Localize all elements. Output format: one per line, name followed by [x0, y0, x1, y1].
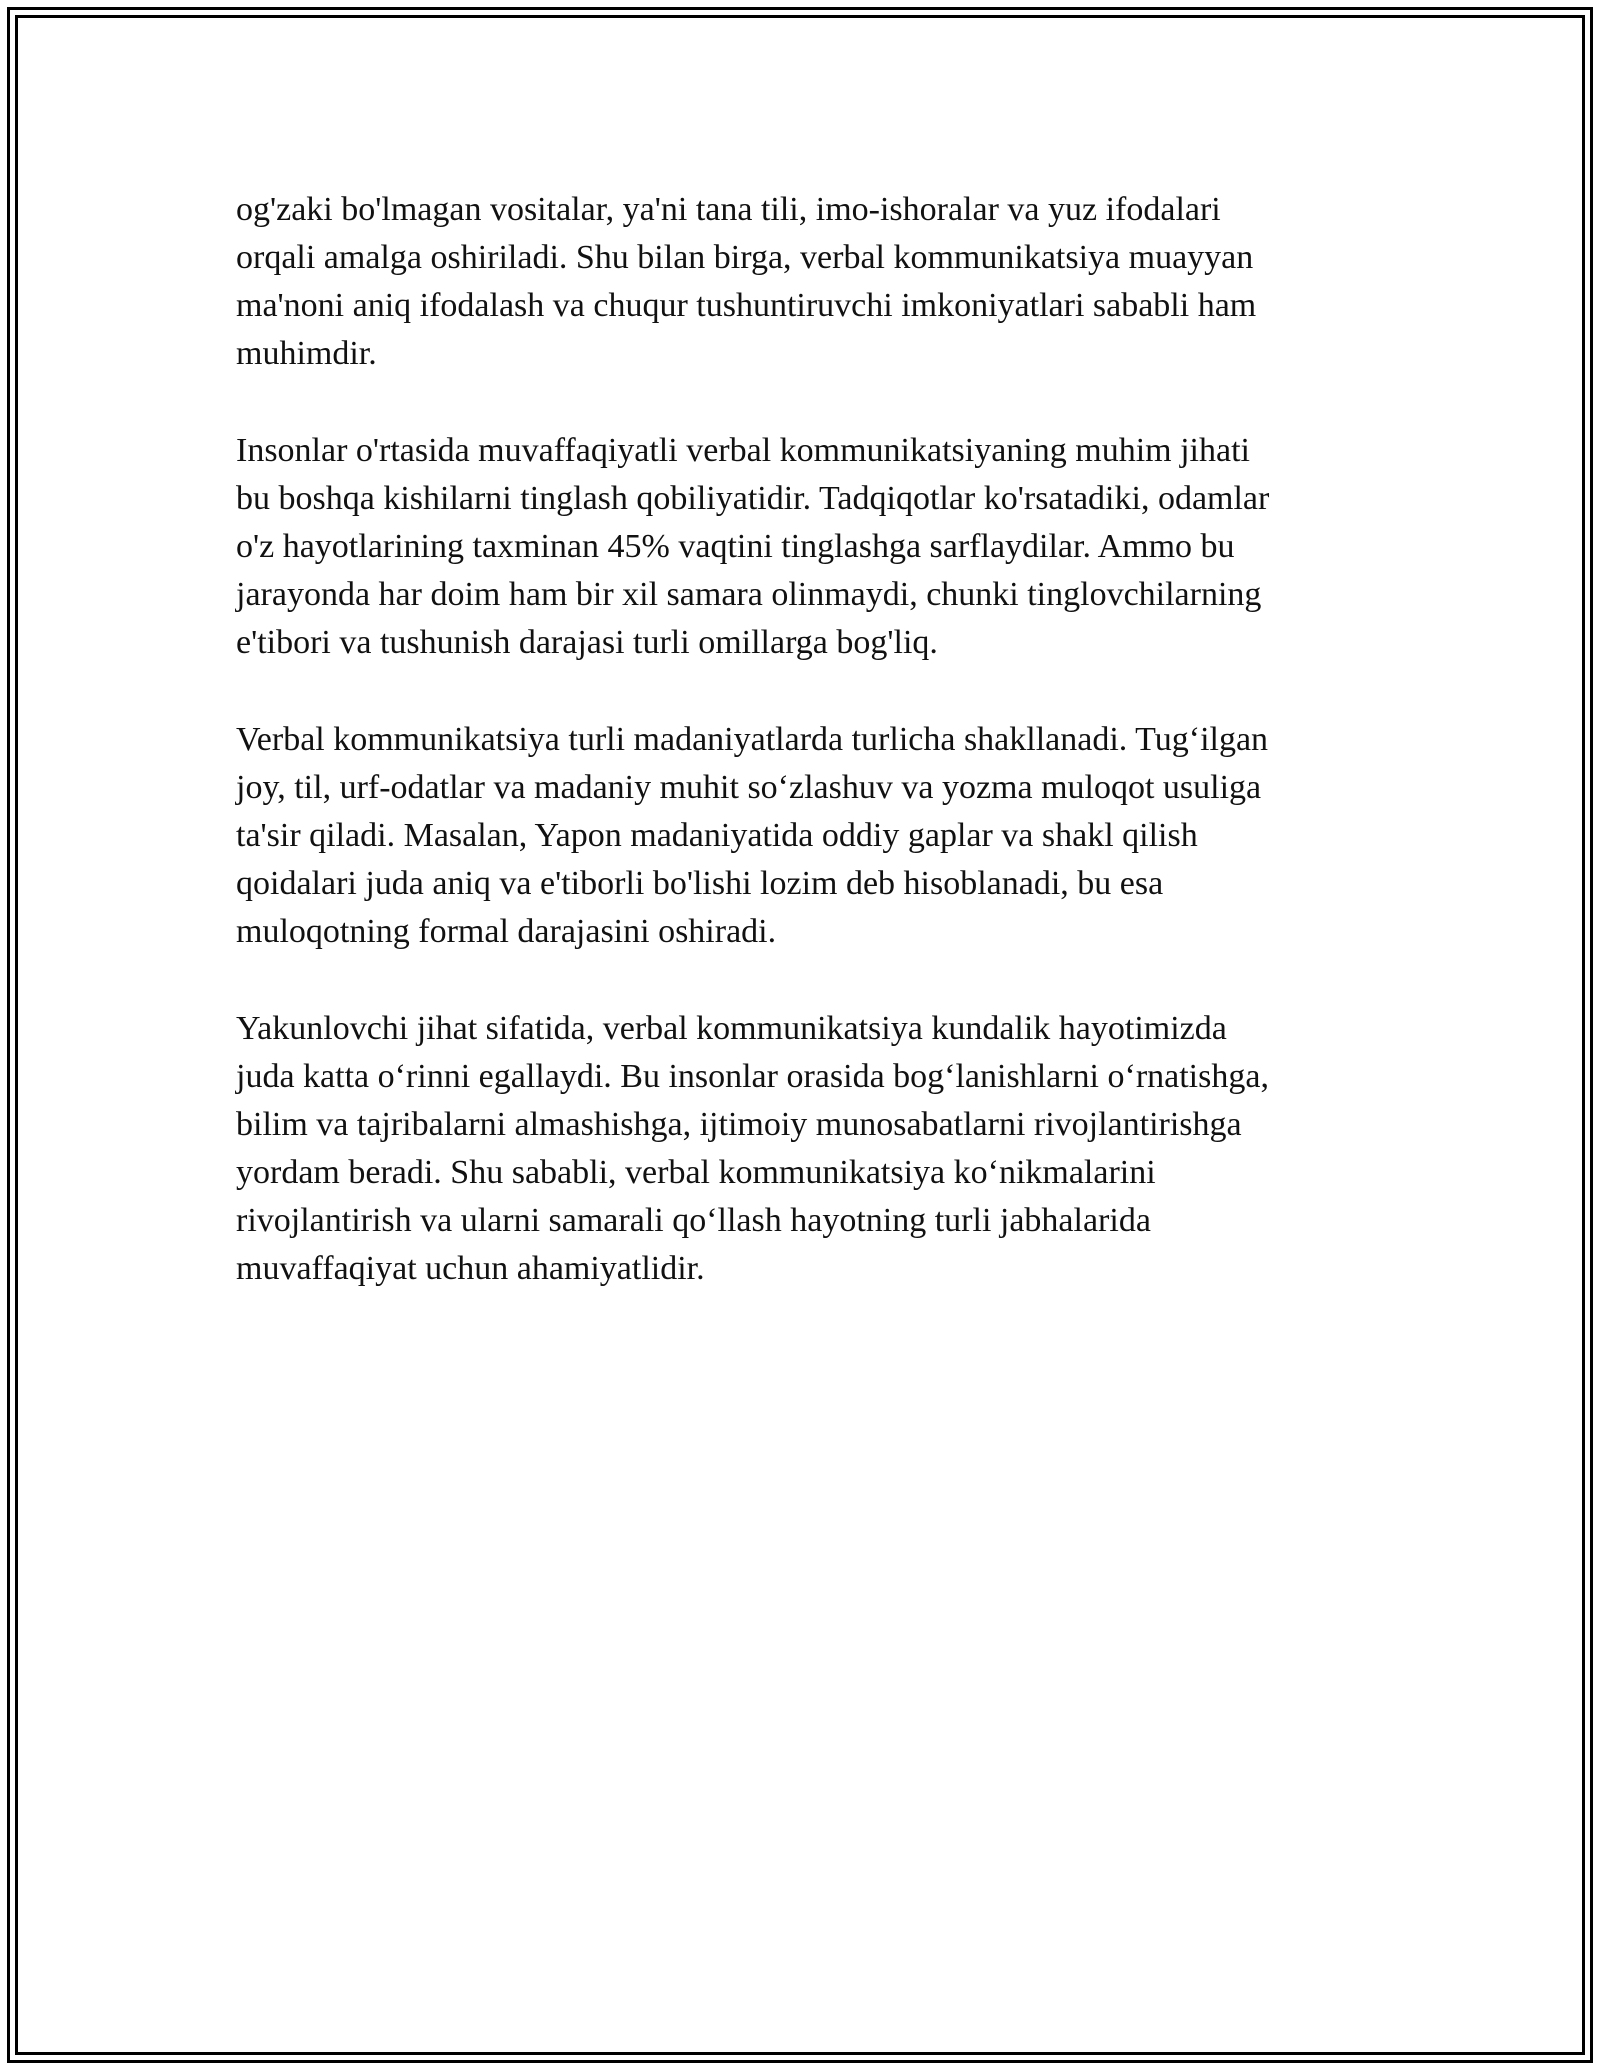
text-line: orqali amalga oshiriladi. Shu bilan birga, verbal kommunikatsiya muayyan: [236, 239, 1254, 276]
text-line: yordam beradi. Shu sababli, verbal kommunikatsiya ko‘nikmalarini: [236, 1154, 1156, 1191]
text-line: muvaffaqiyat uchun ahamiyatlidir.: [236, 1250, 705, 1287]
text-line: bu boshqa kishilarni tinglash qobiliyatidir. Tadqiqotlar ko'rsatadiki, odamlar: [236, 480, 1270, 517]
text-line: rivojlantirish va ularni samarali qo‘llash hayotning turli jabhalarida: [236, 1202, 1151, 1239]
text-line: Verbal kommunikatsiya turli madaniyatlarda turlicha shakllanadi. Tug‘ilgan: [236, 721, 1269, 758]
text-line: jarayonda har doim ham bir xil samara olinmaydi, chunki tinglovchilarning: [236, 576, 1262, 613]
text-line: og'zaki bo'lmagan vositalar, ya'ni tana tili, imo-ishoralar va yuz ifodalari: [236, 191, 1221, 228]
text-line: bilim va tajribalarni almashishga, ijtimoiy munosabatlarni rivojlantirishga: [236, 1106, 1242, 1143]
text-line: juda katta o‘rinni egallaydi. Bu insonlar orasida bog‘lanishlarni o‘rnatishga,: [236, 1058, 1269, 1095]
paragraph-4: [236, 1005, 1366, 1293]
text-line: e'tibori va tushunish darajasi turli omillarga bog'liq.: [236, 624, 938, 661]
paragraph-2: [236, 427, 1366, 667]
text-line: Insonlar o'rtasida muvaffaqiyatli verbal kommunikatsiyaning muhim jihati: [236, 432, 1250, 469]
text-line: qoidalari juda aniq va e'tiborli bo'lishi lozim deb hisoblanadi, bu esa: [236, 865, 1164, 902]
text-line: muhimdir.: [236, 335, 377, 372]
text-line: muloqotning formal darajasini oshiradi.: [236, 913, 777, 950]
document-body: [236, 186, 1366, 1342]
paragraph-3: [236, 716, 1366, 956]
text-line: joy, til, urf-odatlar va madaniy muhit so‘zlashuv va yozma muloqot usuliga: [236, 769, 1262, 806]
text-line: ta'sir qiladi. Masalan, Yapon madaniyatida oddiy gaplar va shakl qilish: [236, 817, 1198, 854]
text-line: o'z hayotlarining taxminan 45% vaqtini tinglashga sarflaydilar. Ammo bu: [236, 528, 1235, 565]
text-line: ma'noni aniq ifodalash va chuqur tushuntiruvchi imkoniyatlari sababli ham: [236, 287, 1257, 324]
paragraph-1: [236, 186, 1366, 378]
text-line: Yakunlovchi jihat sifatida, verbal kommunikatsiya kundalik hayotimizda: [236, 1010, 1227, 1047]
